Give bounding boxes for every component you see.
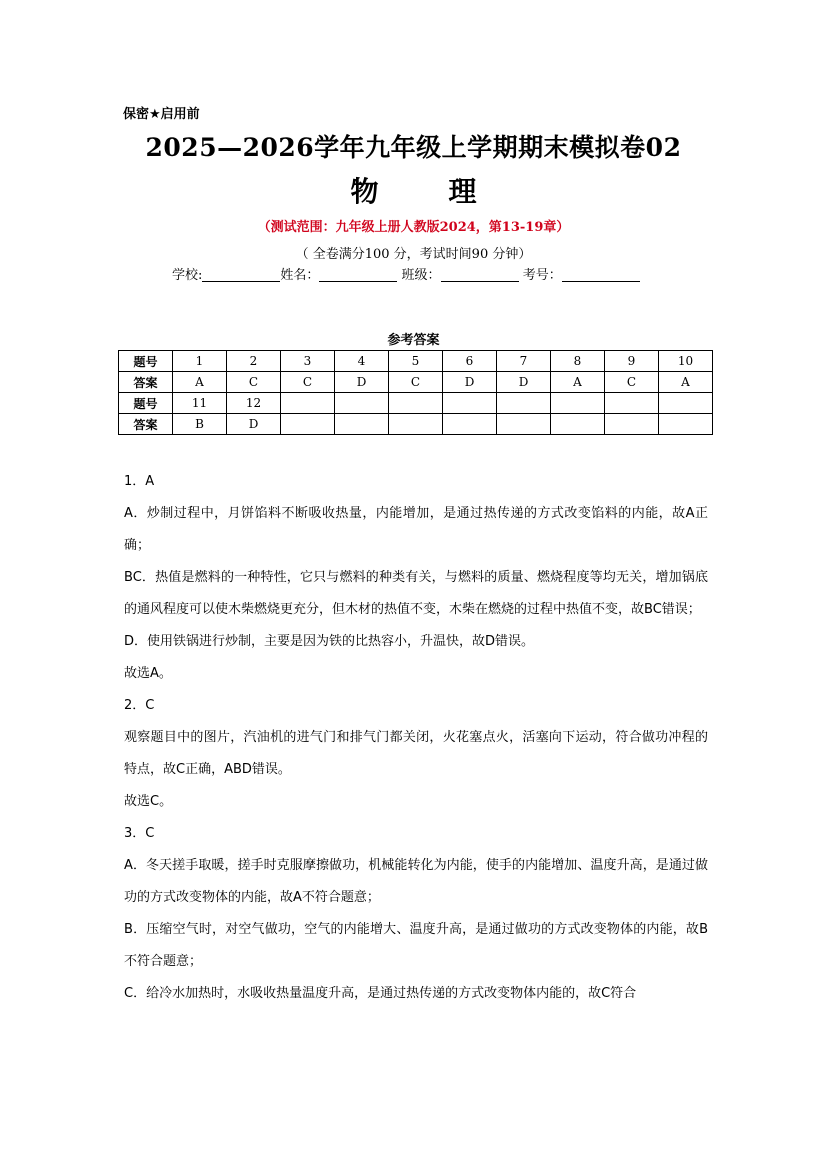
row-label: 答案 xyxy=(119,414,173,435)
question-cell: 5 xyxy=(389,351,443,372)
question-cell: 7 xyxy=(497,351,551,372)
class-label: 班级： xyxy=(401,268,441,283)
answer-cell: C xyxy=(389,372,443,393)
answer-cell xyxy=(443,414,497,435)
explanation-paragraph: 故选A。 xyxy=(124,666,172,681)
table-row xyxy=(119,393,713,414)
question-cell xyxy=(443,393,497,414)
explanation-paragraph: 1．A xyxy=(124,474,155,489)
explanation-paragraph: 故选C。 xyxy=(124,794,173,809)
name-blank[interactable] xyxy=(319,267,397,282)
question-cell: 6 xyxy=(443,351,497,372)
test-scope: （测试范围：九年级上册人教版2024，第13-19章） xyxy=(257,220,570,235)
question-cell xyxy=(335,393,389,414)
exam-title: 2025—2026学年九年级上学期期末模拟卷02 xyxy=(145,133,682,162)
row-label: 题号 xyxy=(119,351,173,372)
answer-cell: C xyxy=(605,372,659,393)
table-row xyxy=(119,372,713,393)
exam-number-blank[interactable] xyxy=(562,267,640,282)
question-cell xyxy=(497,393,551,414)
answer-cell: D xyxy=(443,372,497,393)
question-cell: 8 xyxy=(551,351,605,372)
answer-cell xyxy=(389,414,443,435)
answer-cell xyxy=(605,414,659,435)
row-label: 答案 xyxy=(119,372,173,393)
confidential-label: 保密★启用前 xyxy=(123,107,200,122)
answer-key-title: 参考答案 xyxy=(387,333,440,348)
subject-title xyxy=(0,170,827,210)
answer-cell: A xyxy=(551,372,605,393)
explanation-paragraph: A．炒制过程中，月饼馅料不断吸收热量，内能增加，是通过热传递的方式改变馅料的内能，故A正确； xyxy=(124,506,708,553)
explanation-paragraph: B．压缩空气时，对空气做功，空气的内能增大、温度升高，是通过做功的方式改变物体的内能，故B不符合题意； xyxy=(124,922,708,969)
answer-cell: C xyxy=(281,372,335,393)
school-blank[interactable] xyxy=(202,267,280,282)
answer-cell xyxy=(497,414,551,435)
explanation-paragraph: A．冬天搓手取暖，搓手时克服摩擦做功，机械能转化为内能，使手的内能增加、温度升高，是通过做功的方式改变物体的内能，故A不符合题意； xyxy=(124,858,708,905)
exam-number-label: 考号： xyxy=(522,268,562,283)
question-cell: 12 xyxy=(227,393,281,414)
table-row xyxy=(119,351,713,372)
answer-key-table xyxy=(118,350,713,435)
question-cell xyxy=(551,393,605,414)
explanation-paragraph: C．给冷水加热时，水吸收热量温度升高，是通过热传递的方式改变物体内能的，故C符合 xyxy=(124,986,637,1001)
table-row xyxy=(119,414,713,435)
explanations xyxy=(124,466,708,1010)
question-cell: 10 xyxy=(659,351,713,372)
explanation-paragraph: BC．热值是燃料的一种特性，它只与燃料的种类有关，与燃料的质量、燃烧程度等均无关，增加锅底的通风程度可以使木柴燃烧更充分，但木材的热值不变，木柴在燃烧的过程中热值不变，故BC错误； xyxy=(124,570,708,617)
question-cell: 11 xyxy=(173,393,227,414)
answer-cell: B xyxy=(173,414,227,435)
class-blank[interactable] xyxy=(441,267,519,282)
answer-cell xyxy=(551,414,605,435)
full-mark-time: （ 全卷满分100 分，考试时间90 分钟） xyxy=(295,247,532,262)
explanation-paragraph: 2．C xyxy=(124,698,155,713)
answer-cell xyxy=(659,414,713,435)
school-label: 学校: xyxy=(172,268,203,283)
subject-char-2: 理 xyxy=(448,175,477,208)
question-cell xyxy=(605,393,659,414)
explanation-paragraph: 3．C xyxy=(124,826,155,841)
explanation-paragraph: D．使用铁锅进行炒制，主要是因为铁的比热容小，升温快，故D错误。 xyxy=(124,634,535,649)
question-cell xyxy=(659,393,713,414)
answer-cell: A xyxy=(659,372,713,393)
question-cell: 3 xyxy=(281,351,335,372)
answer-cell xyxy=(335,414,389,435)
question-cell: 2 xyxy=(227,351,281,372)
name-label: 姓名： xyxy=(280,268,320,283)
answer-cell: D xyxy=(497,372,551,393)
question-cell: 1 xyxy=(173,351,227,372)
subject-char-1: 物 xyxy=(350,175,379,208)
answer-cell: A xyxy=(173,372,227,393)
explanation-paragraph: 观察题目中的图片，汽油机的进气门和排气门都关闭，火花塞点火，活塞向下运动，符合做功冲程的特点，故C正确，ABD错误。 xyxy=(124,730,708,777)
question-cell xyxy=(281,393,335,414)
question-cell xyxy=(389,393,443,414)
answer-cell: D xyxy=(335,372,389,393)
answer-cell xyxy=(281,414,335,435)
student-info-fields xyxy=(172,264,640,283)
row-label: 题号 xyxy=(119,393,173,414)
answer-cell: C xyxy=(227,372,281,393)
question-cell: 9 xyxy=(605,351,659,372)
question-cell: 4 xyxy=(335,351,389,372)
answer-cell: D xyxy=(227,414,281,435)
